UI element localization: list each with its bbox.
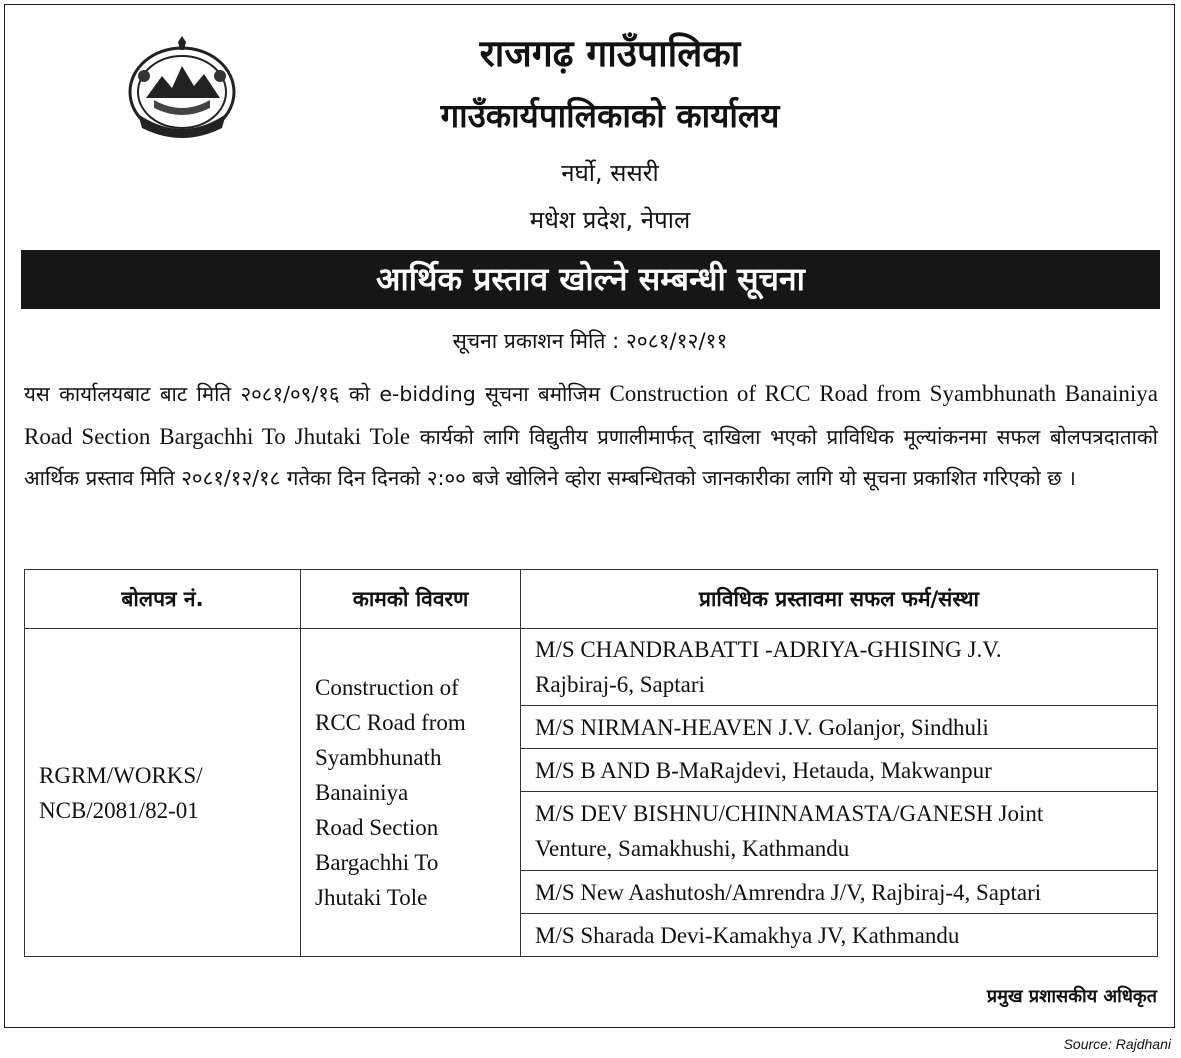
work-description-cell [301,629,521,957]
firm-cell [521,914,1158,957]
signatory-title: प्रमुख प्रशासकीय अधिकृत [986,986,1157,1007]
work-line: Syambhunath [315,745,442,770]
firm-line: Rajbiraj-6, Saptari [535,672,705,697]
body-details: कार्यको लागि विद्युतीय प्रणालीमार्फत् दाखिला भएको प्राविधिक मूल्यांकनमा सफल बोलपत्रदाताको आर्थिक प्रस्ताव मिति २०८१/१२/१८ गतेका दिन दिनको २:०० बजे खोलिने व्होरा सम्बन्धितको जानकारीका लागि यो सूचना प्रकाशित गरिएको छ । [24,424,1158,490]
office-province: मधेश प्रदेश, नेपाल [529,206,691,234]
notice-title: आर्थिक प्रस्ताव खोल्ने सम्बन्धी सूचना [21,250,1160,309]
municipality-name: राजगढ़ गाउँपालिका [479,32,741,75]
office-location: नर्घो, ससरी [561,159,659,187]
firm-line: M/S CHANDRABATTI -ADRIYA-GHISING J.V. [535,637,1002,662]
bid-number-line: NCB/2081/82-01 [39,797,199,823]
office-name: गाउँकार्यपालिकाको कार्यालय [440,96,780,135]
header-successful-firms: प्राविधिक प्रस्तावमा सफल फर्म/संस्था [521,570,1158,629]
source-credit: Source: Rajdhani [1063,1036,1171,1052]
notice-body [24,373,1158,500]
work-line: Road Section [315,815,439,840]
table-header-row [25,570,1158,629]
work-line: Jhutaki Tole [315,885,428,910]
work-line: Bargachhi To [315,850,439,875]
firm-line: Venture, Samakhushi, Kathmandu [535,836,850,861]
body-project-name: Construction of RCC Road from Syambhunath Banainiya Road Section Bargachhi To Jhutaki Tole [24,381,1158,449]
firm-line: M/S New Aashutosh/Amrendra J/V, Rajbiraj-4, Saptari [535,879,1042,905]
work-line: Construction of [315,675,459,700]
firm-line: M/S DEV BISHNU/CHINNAMASTA/GANESH Joint [535,801,1044,826]
firm-cell [521,749,1158,792]
header-work-description: कामको विवरण [301,570,521,629]
nepal-government-emblem-icon [124,36,240,140]
body-intro: यस कार्यालयबाट बाट मिति २०८१/०९/१६ को e-bidding सूचना बमोजिम [24,382,601,406]
bid-number-line: RGRM/WORKS/ [39,762,203,788]
firm-cell [521,871,1158,914]
firm-cell [521,629,1158,706]
firm-line: M/S B AND B-MaRajdevi, Hetauda, Makwanpur [535,757,992,783]
firm-cell [521,792,1158,871]
bid-results-table [24,569,1158,957]
firm-line: M/S NIRMAN-HEAVEN J.V. Golanjor, Sindhuli [535,714,989,740]
header-bid-number: बोलपत्र नं. [25,570,301,629]
firm-line: M/S Sharada Devi-Kamakhya JV, Kathmandu [535,922,960,948]
work-line: Banainiya [315,780,409,805]
bid-number-cell [25,629,301,957]
firm-cell [521,706,1158,749]
table-row [25,629,1158,706]
work-line: RCC Road from [315,710,466,735]
publication-date: सूचना प्रकाशन मिति : २०८१/१२/११ [452,329,728,353]
